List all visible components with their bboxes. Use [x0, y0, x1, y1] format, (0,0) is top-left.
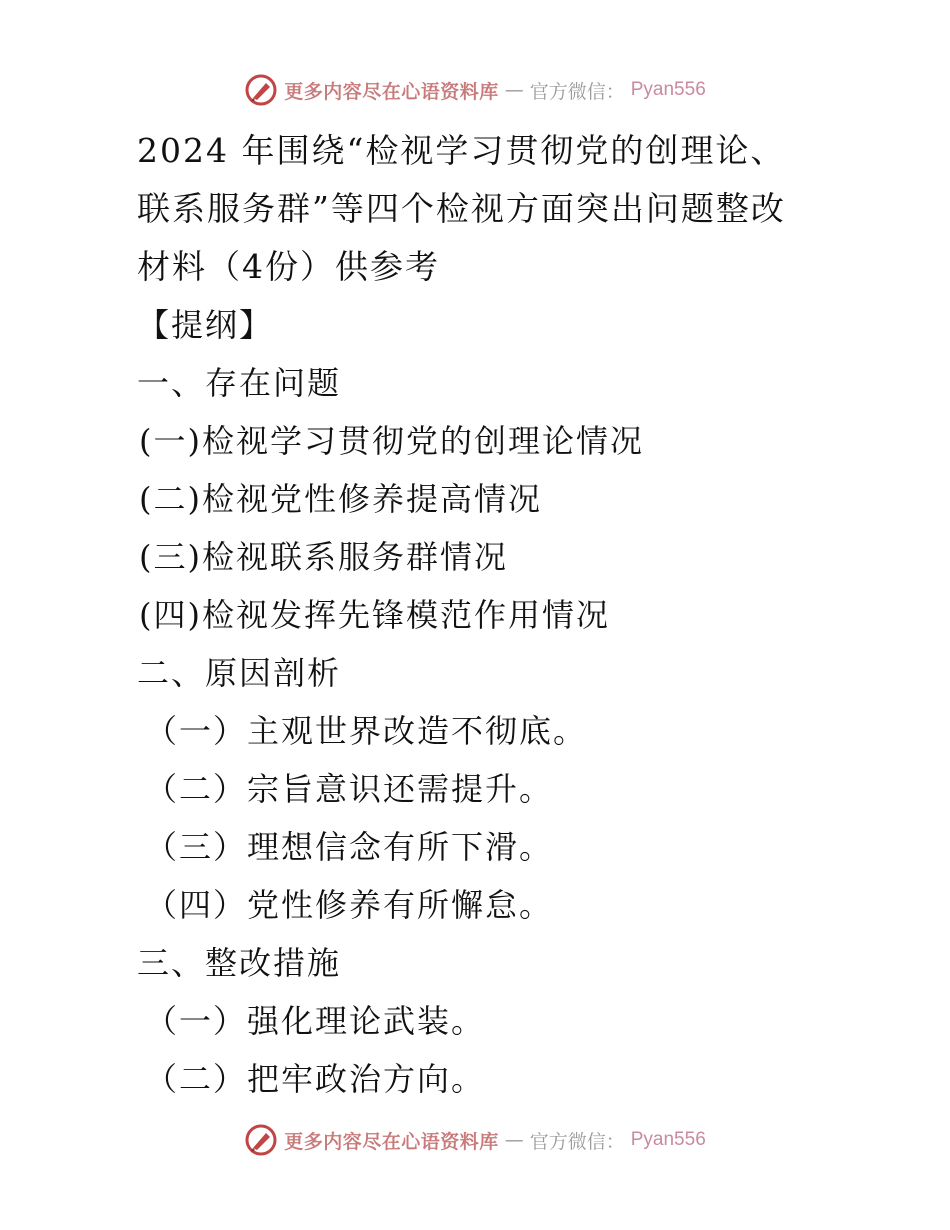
banner-wechat-label: 官方微信： [529, 80, 625, 103]
list-item: (四)检视发挥先锋模范作用情况 [139, 596, 610, 634]
document-title: 2024 年围绕“检视学习贯彻党的创理论、联系服务群”等四个检视方面突出问题整改材料（4份）供参考 [137, 131, 786, 286]
list-item: （一）主观世界改造不彻底。 [145, 712, 588, 750]
section-heading-measures: 三、整改措施 [137, 944, 342, 982]
document-body [137, 122, 797, 1108]
banner-dash: — [504, 79, 524, 101]
header-watermark-banner [0, 70, 950, 110]
list-item: （二）把牢政治方向。 [145, 1060, 486, 1098]
banner-wechat-label: 官方微信： [529, 1130, 625, 1153]
list-item: （一）强化理论武装。 [145, 1002, 486, 1040]
banner-account: Pyan556 [630, 79, 706, 100]
outline-heading: 【提纲】 [137, 306, 274, 344]
list-item: (一)检视学习贯彻党的创理论情况 [139, 422, 644, 460]
banner-account: Pyan556 [630, 1129, 706, 1150]
list-item: (二)检视党性修养提高情况 [139, 480, 542, 518]
footer-watermark-banner [0, 1120, 950, 1160]
pen-logo-icon [244, 1123, 278, 1157]
banner-brand-text: 更多内容尽在心语资料库 [284, 1130, 499, 1153]
banner-dash: — [504, 1129, 524, 1151]
pen-logo-icon [244, 73, 278, 107]
section-heading-problems: 一、存在问题 [137, 364, 342, 402]
list-item: (三)检视联系服务群情况 [139, 538, 508, 576]
list-item: （三）理想信念有所下滑。 [145, 828, 554, 866]
banner-brand-text: 更多内容尽在心语资料库 [284, 80, 499, 103]
list-item: （四）党性修养有所懈怠。 [145, 886, 554, 924]
list-item: （二）宗旨意识还需提升。 [145, 770, 554, 808]
section-heading-causes: 二、原因剖析 [137, 654, 342, 692]
